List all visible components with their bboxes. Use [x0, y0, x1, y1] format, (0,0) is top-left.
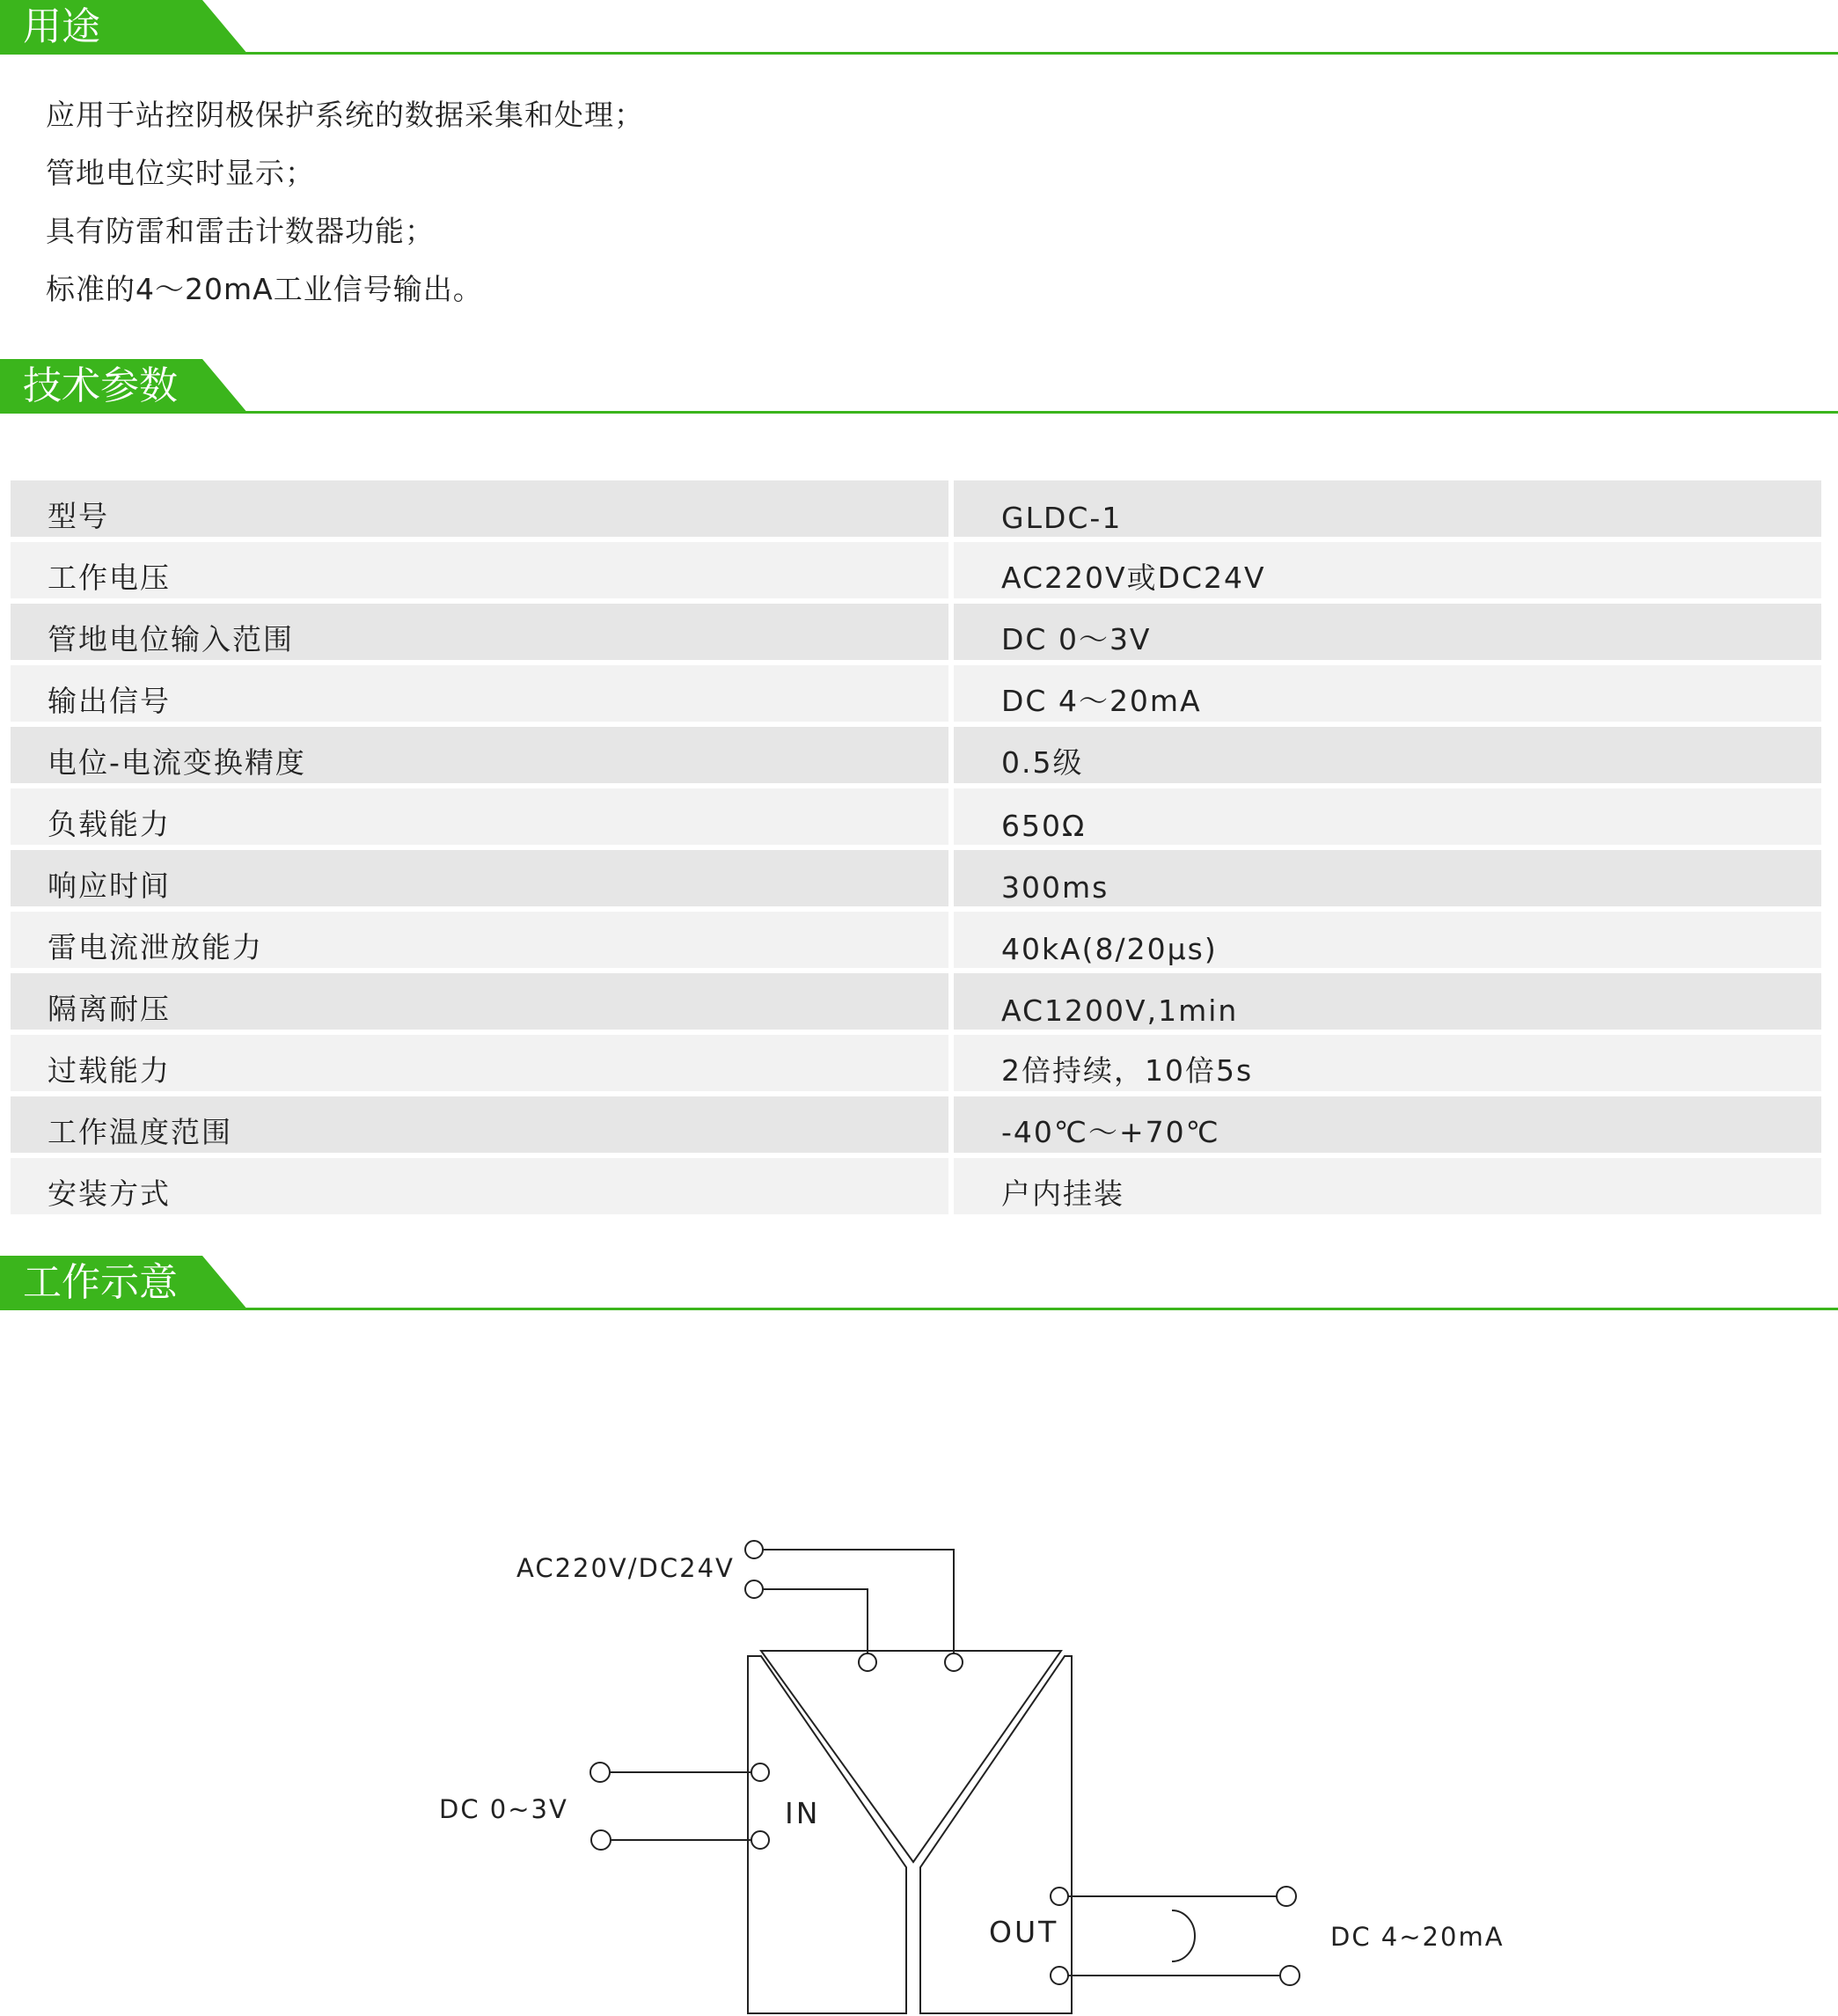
in-label: IN	[785, 1796, 821, 1830]
load-arc	[1172, 1910, 1195, 1961]
device-input-terminal	[751, 1831, 769, 1849]
spec-key: 工作温度范围	[11, 1096, 954, 1153]
device-input-terminal	[751, 1763, 769, 1781]
specs-title: 技术参数	[23, 363, 178, 408]
device-output-terminal	[1051, 1967, 1068, 1984]
spec-key: 型号	[11, 480, 954, 537]
power-terminal	[745, 1541, 763, 1558]
usage-item: 管地电位实时显示；	[46, 156, 315, 190]
output-terminal	[1280, 1966, 1300, 1985]
usage-list	[46, 86, 644, 319]
spec-value: 0.5级	[954, 727, 1821, 783]
output-label: DC 4~20mA	[1330, 1922, 1505, 1952]
device-outline-right	[920, 1656, 1072, 2013]
device-power-terminal	[859, 1653, 876, 1671]
spec-value: 300ms	[954, 850, 1821, 906]
device-output-terminal	[1051, 1888, 1068, 1905]
table-row	[11, 1035, 1821, 1091]
diagram-section-header	[0, 1256, 1838, 1310]
spec-value: 650Ω	[954, 788, 1821, 845]
power-label: AC220V/DC24V	[516, 1553, 735, 1583]
table-row	[11, 1096, 1821, 1153]
spec-value: -40℃～+70℃	[954, 1096, 1821, 1153]
specs-title-rule	[0, 411, 1838, 414]
spec-key: 雷电流泄放能力	[11, 912, 954, 968]
out-label: OUT	[989, 1915, 1059, 1949]
table-row	[11, 480, 1821, 537]
spec-key: 过载能力	[11, 1035, 954, 1091]
spec-value: 40kA(8/20μs)	[954, 912, 1821, 968]
spec-value: 2倍持续，10倍5s	[954, 1035, 1821, 1091]
usage-item: 应用于站控阴极保护系统的数据采集和处理；	[46, 98, 644, 132]
table-row	[11, 604, 1821, 660]
diagram-title-rule	[0, 1308, 1838, 1310]
table-row	[11, 1158, 1821, 1214]
table-row	[11, 973, 1821, 1030]
table-row	[11, 665, 1821, 722]
table-row	[11, 727, 1821, 783]
spec-value: 户内挂装	[954, 1158, 1821, 1214]
power-wire-1	[763, 1550, 954, 1660]
device-power-terminal	[945, 1653, 963, 1671]
input-terminal	[590, 1763, 610, 1782]
output-terminal	[1277, 1887, 1296, 1906]
spec-key: 输出信号	[11, 665, 954, 722]
table-row	[11, 850, 1821, 906]
usage-section-header	[0, 0, 1838, 55]
spec-key: 负载能力	[11, 788, 954, 845]
power-wire-2	[763, 1589, 868, 1660]
usage-item: 具有防雷和雷击计数器功能；	[46, 214, 435, 248]
wiring-diagram	[0, 1373, 1838, 2016]
usage-item: 标准的4～20mA工业信号输出。	[46, 272, 483, 306]
spec-key: 隔离耐压	[11, 973, 954, 1030]
spec-value: AC220V或DC24V	[954, 542, 1821, 598]
spec-value: DC 4～20mA	[954, 665, 1821, 722]
input-terminal	[591, 1830, 611, 1850]
spec-key: 电位-电流变换精度	[11, 727, 954, 783]
spec-value: AC1200V,1min	[954, 973, 1821, 1030]
spec-value: DC 0～3V	[954, 604, 1821, 660]
usage-title: 用途	[23, 4, 100, 49]
spec-key: 管地电位输入范围	[11, 604, 954, 660]
spec-key: 安装方式	[11, 1158, 954, 1214]
diagram-title: 工作示意	[23, 1260, 178, 1305]
table-row	[11, 542, 1821, 598]
power-terminal	[745, 1580, 763, 1598]
spec-key: 工作电压	[11, 542, 954, 598]
device-outline	[748, 1656, 906, 2013]
usage-title-rule	[0, 52, 1838, 55]
table-row	[11, 912, 1821, 968]
table-row	[11, 788, 1821, 845]
specs-section-header	[0, 359, 1838, 414]
specs-table	[11, 475, 1821, 1220]
spec-value: GLDC-1	[954, 480, 1821, 537]
input-label: DC 0~3V	[439, 1794, 568, 1824]
device-top-edge	[761, 1651, 1061, 1862]
spec-key: 响应时间	[11, 850, 954, 906]
